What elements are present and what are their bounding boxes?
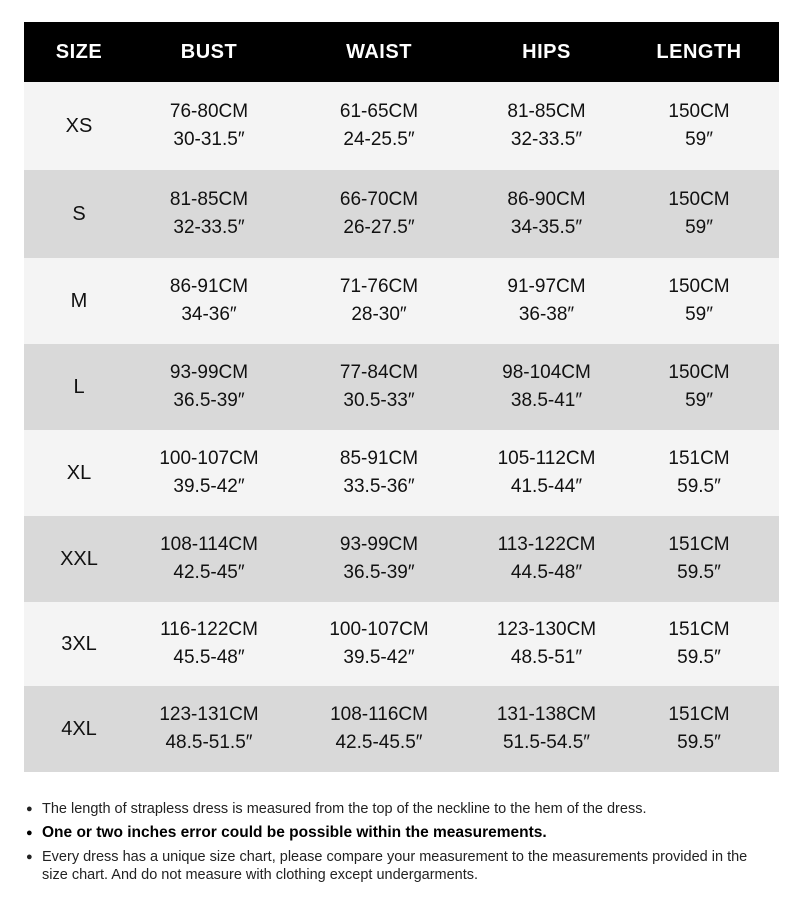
measurement-notes [26, 800, 776, 890]
header-hips: HIPS [522, 41, 571, 63]
hips-cell [474, 445, 619, 501]
length-cm: 150CM [668, 276, 730, 297]
size-label: M [70, 290, 88, 312]
hips-cell [474, 616, 619, 672]
note-text: Every dress has a unique size chart, please compare your measurement to the measurements provided in the size chart. And do not measure with clothing except undergarments. [42, 849, 748, 883]
length-cm: 151CM [668, 619, 730, 640]
length-cm: 151CM [668, 534, 730, 555]
bust-cell [134, 445, 284, 501]
bust-inch: 36.5-39″ [173, 390, 245, 411]
hips-cm: 113-122CM [497, 534, 596, 555]
table-row [24, 344, 779, 430]
header-waist: WAIST [346, 41, 412, 63]
table-row [24, 82, 779, 170]
bust-cell [134, 273, 284, 329]
length-cm: 150CM [668, 101, 730, 122]
waist-cell [284, 273, 474, 329]
hips-inch: 36-38″ [518, 304, 575, 325]
hips-inch: 38.5-41″ [510, 390, 583, 411]
bust-cell [134, 359, 284, 415]
hips-cell [474, 273, 619, 329]
bullet-icon: ● [26, 827, 33, 839]
waist-cm: 100-107CM [329, 619, 429, 640]
length-cm: 150CM [668, 362, 730, 383]
size-label: 3XL [61, 633, 97, 655]
waist-cell [284, 701, 474, 757]
bust-inch: 45.5-48″ [173, 647, 245, 668]
table-row [24, 430, 779, 516]
length-cm: 151CM [668, 448, 730, 469]
hips-cell [474, 98, 619, 154]
hips-cell [474, 531, 619, 587]
hips-cm: 98-104CM [502, 362, 591, 383]
waist-inch: 30.5-33″ [343, 390, 415, 411]
hips-cm: 86-90CM [507, 189, 586, 210]
bust-inch: 32-33.5″ [173, 217, 245, 238]
waist-inch: 28-30″ [351, 304, 407, 325]
waist-inch: 36.5-39″ [343, 562, 415, 583]
size-label: XL [66, 462, 92, 484]
hips-cm: 131-138CM [496, 704, 597, 725]
size-chart-table [24, 22, 779, 772]
length-cell [619, 445, 779, 501]
waist-cm: 93-99CM [339, 534, 419, 555]
waist-inch: 42.5-45.5″ [335, 732, 423, 753]
waist-cm: 71-76CM [339, 276, 419, 297]
length-cell [619, 701, 779, 757]
waist-cm: 77-84CM [339, 362, 419, 383]
size-label: S [72, 203, 86, 225]
note-text: The length of strapless dress is measured from the top of the neckline to the hem of the dress. [42, 801, 647, 817]
bust-inch: 48.5-51.5″ [165, 732, 253, 753]
table-row [24, 170, 779, 258]
waist-cm: 85-91CM [339, 448, 419, 469]
bullet-icon: ● [26, 851, 33, 863]
length-inch: 59.5″ [677, 476, 721, 497]
hips-inch: 48.5-51″ [510, 647, 583, 668]
bust-cell [134, 616, 284, 672]
length-inch: 59.5″ [677, 562, 721, 583]
bust-cm: 86-91CM [169, 276, 249, 297]
length-cell [619, 616, 779, 672]
bust-cm: 108-114CM [160, 534, 258, 555]
waist-inch: 33.5-36″ [343, 476, 415, 497]
length-cell [619, 273, 779, 329]
waist-cm: 66-70CM [339, 189, 419, 210]
size-label: 4XL [61, 718, 97, 740]
waist-cm: 108-116CM [330, 704, 428, 725]
note-item [26, 848, 776, 884]
waist-inch: 26-27.5″ [343, 217, 415, 238]
waist-inch: 39.5-42″ [343, 647, 415, 668]
note-item [26, 800, 776, 818]
waist-cell [284, 445, 474, 501]
length-cm: 150CM [668, 189, 730, 210]
table-row [24, 516, 779, 602]
length-cell [619, 531, 779, 587]
size-label: L [73, 376, 85, 398]
bust-cell [134, 701, 284, 757]
hips-inch: 34-35.5″ [510, 217, 583, 238]
note-item [26, 824, 776, 842]
waist-inch: 24-25.5″ [343, 129, 415, 150]
length-inch: 59″ [685, 304, 713, 325]
hips-cm: 91-97CM [507, 276, 586, 297]
waist-cell [284, 616, 474, 672]
size-label: XXL [60, 548, 98, 570]
hips-cell [474, 359, 619, 415]
bust-cm: 116-122CM [160, 619, 258, 640]
hips-inch: 44.5-48″ [510, 562, 583, 583]
bust-inch: 42.5-45″ [173, 562, 245, 583]
header-bust: BUST [180, 41, 238, 63]
length-inch: 59.5″ [677, 732, 721, 753]
bust-inch: 30-31.5″ [173, 129, 245, 150]
length-inch: 59″ [685, 390, 713, 411]
length-inch: 59.5″ [677, 647, 721, 668]
waist-cell [284, 98, 474, 154]
length-cell [619, 359, 779, 415]
hips-cell [474, 701, 619, 757]
hips-inch: 51.5-54.5″ [502, 732, 590, 753]
length-inch: 59″ [685, 129, 713, 150]
table-header [24, 22, 779, 82]
hips-cm: 81-85CM [507, 101, 586, 122]
table-row [24, 686, 779, 772]
bust-cell [134, 98, 284, 154]
length-cm: 151CM [668, 704, 730, 725]
bust-cm: 93-99CM [169, 362, 249, 383]
length-inch: 59″ [685, 217, 713, 238]
bust-cm: 81-85CM [169, 189, 249, 210]
length-cell [619, 98, 779, 154]
waist-cell [284, 531, 474, 587]
bust-cell [134, 186, 284, 242]
hips-cell [474, 186, 619, 242]
waist-cell [284, 359, 474, 415]
note-text: One or two inches error could be possible within the measurements. [42, 824, 547, 841]
table-row [24, 258, 779, 344]
hips-inch: 32-33.5″ [510, 129, 583, 150]
hips-cm: 123-130CM [496, 619, 597, 640]
waist-cell [284, 186, 474, 242]
waist-cm: 61-65CM [339, 101, 419, 122]
length-cell [619, 186, 779, 242]
bullet-icon: ● [26, 803, 33, 815]
hips-inch: 41.5-44″ [510, 476, 583, 497]
header-length: LENGTH [656, 41, 742, 63]
table-row [24, 602, 779, 686]
bust-inch: 34-36″ [181, 304, 237, 325]
bust-inch: 39.5-42″ [173, 476, 245, 497]
bust-cm: 76-80CM [169, 101, 249, 122]
bust-cm: 123-131CM [159, 704, 259, 725]
bust-cell [134, 531, 284, 587]
header-size: SIZE [55, 41, 103, 63]
hips-cm: 105-112CM [497, 448, 596, 469]
bust-cm: 100-107CM [159, 448, 259, 469]
size-label: XS [65, 115, 93, 137]
